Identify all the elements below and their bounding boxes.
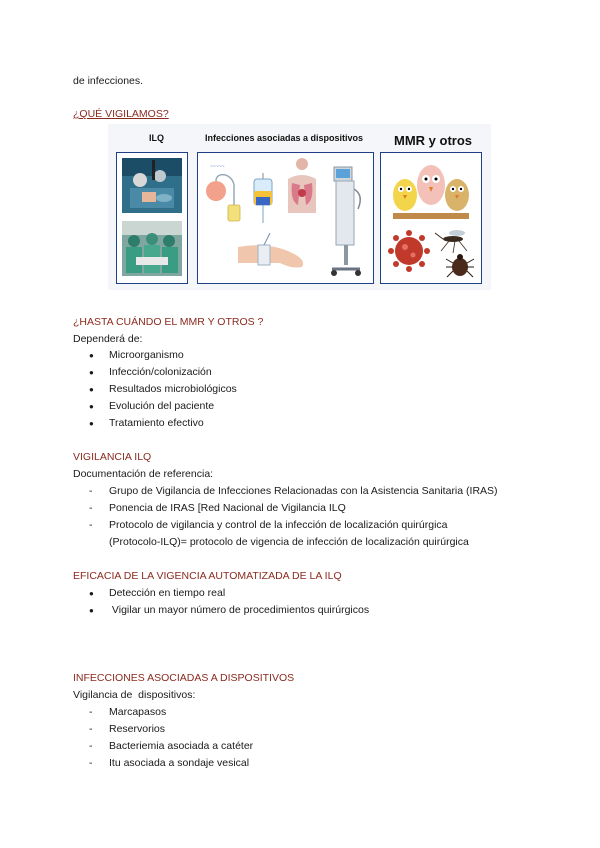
dash-marker: - xyxy=(89,502,93,514)
lungs-icon xyxy=(284,157,320,215)
list-item: ● Microorganismo xyxy=(109,347,237,364)
dash-marker: - xyxy=(89,485,93,497)
figure-title-ilq: ILQ xyxy=(149,133,164,143)
bullet-marker: ● xyxy=(89,385,94,394)
arm-catheter-icon xyxy=(236,233,308,273)
section-heading-hasta-cuando: ¿HASTA CUÁNDO EL MMR Y OTROS ? xyxy=(73,316,264,328)
section-heading-eficacia: EFICACIA DE LA VIGENCIA AUTOMATIZADA DE LA ILQ xyxy=(73,570,342,582)
list-item: - Grupo de Vigilancia de Infecciones Relacionadas con la Asistencia Sanitaria (IRAS) xyxy=(109,483,498,500)
bullet-marker: ● xyxy=(89,402,94,411)
list-item: - Marcapasos xyxy=(109,704,253,721)
urinary-catheter-icon xyxy=(204,161,244,223)
intro-line: de infecciones. xyxy=(73,75,144,87)
mosquito-icon xyxy=(433,227,473,253)
virus-icon xyxy=(387,225,431,275)
dash-marker: - xyxy=(89,740,93,752)
list-item: ● Detección en tiempo real xyxy=(109,585,369,602)
section2-intro: Dependerá de: xyxy=(73,333,143,345)
list-item: ● Infección/colonización xyxy=(109,364,237,381)
section5-dash-list xyxy=(89,704,254,772)
figure-box-dispositivos xyxy=(197,152,374,284)
dash-marker: - xyxy=(89,723,93,735)
list-item: - Protocolo de vigilancia y control de la infección de localización quirúrgica xyxy=(109,517,498,534)
section4-bullet-list xyxy=(89,585,370,619)
surgery-photo-icon xyxy=(122,158,182,213)
surveillance-figure xyxy=(108,124,491,290)
list-item: ● Evolución del paciente xyxy=(109,398,237,415)
iv-drip-icon xyxy=(250,173,276,223)
dash-marker: - xyxy=(89,706,93,718)
figure-box-mmr xyxy=(380,152,482,284)
svg-text:~~~~~: ~~~~~ xyxy=(210,164,225,170)
section-heading-que-vigilamos: ¿QUÉ VIGILAMOS? xyxy=(73,108,169,120)
section5-intro: Vigilancia de dispositivos: xyxy=(73,689,196,701)
list-item: ● Tratamiento efectivo xyxy=(109,415,237,432)
figure-title-dispositivos: Infecciones asociadas a dispositivos xyxy=(205,133,364,143)
section-heading-dispositivos: INFECCIONES ASOCIADAS A DISPOSITIVOS xyxy=(73,672,295,684)
figure-box-ilq xyxy=(116,152,188,284)
figure-title-mmr: MMR y otros xyxy=(394,133,472,148)
list-item: - Itu asociada a sondaje vesical xyxy=(109,755,253,772)
list-item: - Bacteriemia asociada a catéter xyxy=(109,738,253,755)
section2-bullet-list xyxy=(89,347,237,432)
dash-marker: - xyxy=(89,757,93,769)
tick-icon xyxy=(445,253,475,279)
list-item: ● Vigilar un mayor número de procedimientos quirúrgicos xyxy=(109,602,369,619)
section-heading-vigilancia-ilq: VIGILANCIA ILQ xyxy=(73,451,152,463)
cartoon-birds-icon xyxy=(389,157,473,221)
bullet-marker: ● xyxy=(89,351,94,360)
dash-marker: - xyxy=(89,519,93,531)
bullet-marker: ● xyxy=(89,368,94,377)
section3-intro: Documentación de referencia: xyxy=(73,468,214,480)
section3-dash-list xyxy=(89,483,498,551)
bullet-marker: ● xyxy=(89,606,94,615)
list-item-continuation: (Protocolo-ILQ)= protocolo de vigencia de infección de localización quirúrgica xyxy=(109,536,469,548)
list-item: - Reservorios xyxy=(109,721,253,738)
bullet-marker: ● xyxy=(89,589,94,598)
operating-room-photo-icon xyxy=(122,221,182,276)
list-item: ● Resultados microbiológicos xyxy=(109,381,237,398)
list-item: - Ponencia de IRAS [Red Nacional de Vigilancia ILQ xyxy=(109,500,498,517)
ventilator-icon xyxy=(326,165,366,277)
bullet-marker: ● xyxy=(89,419,94,428)
